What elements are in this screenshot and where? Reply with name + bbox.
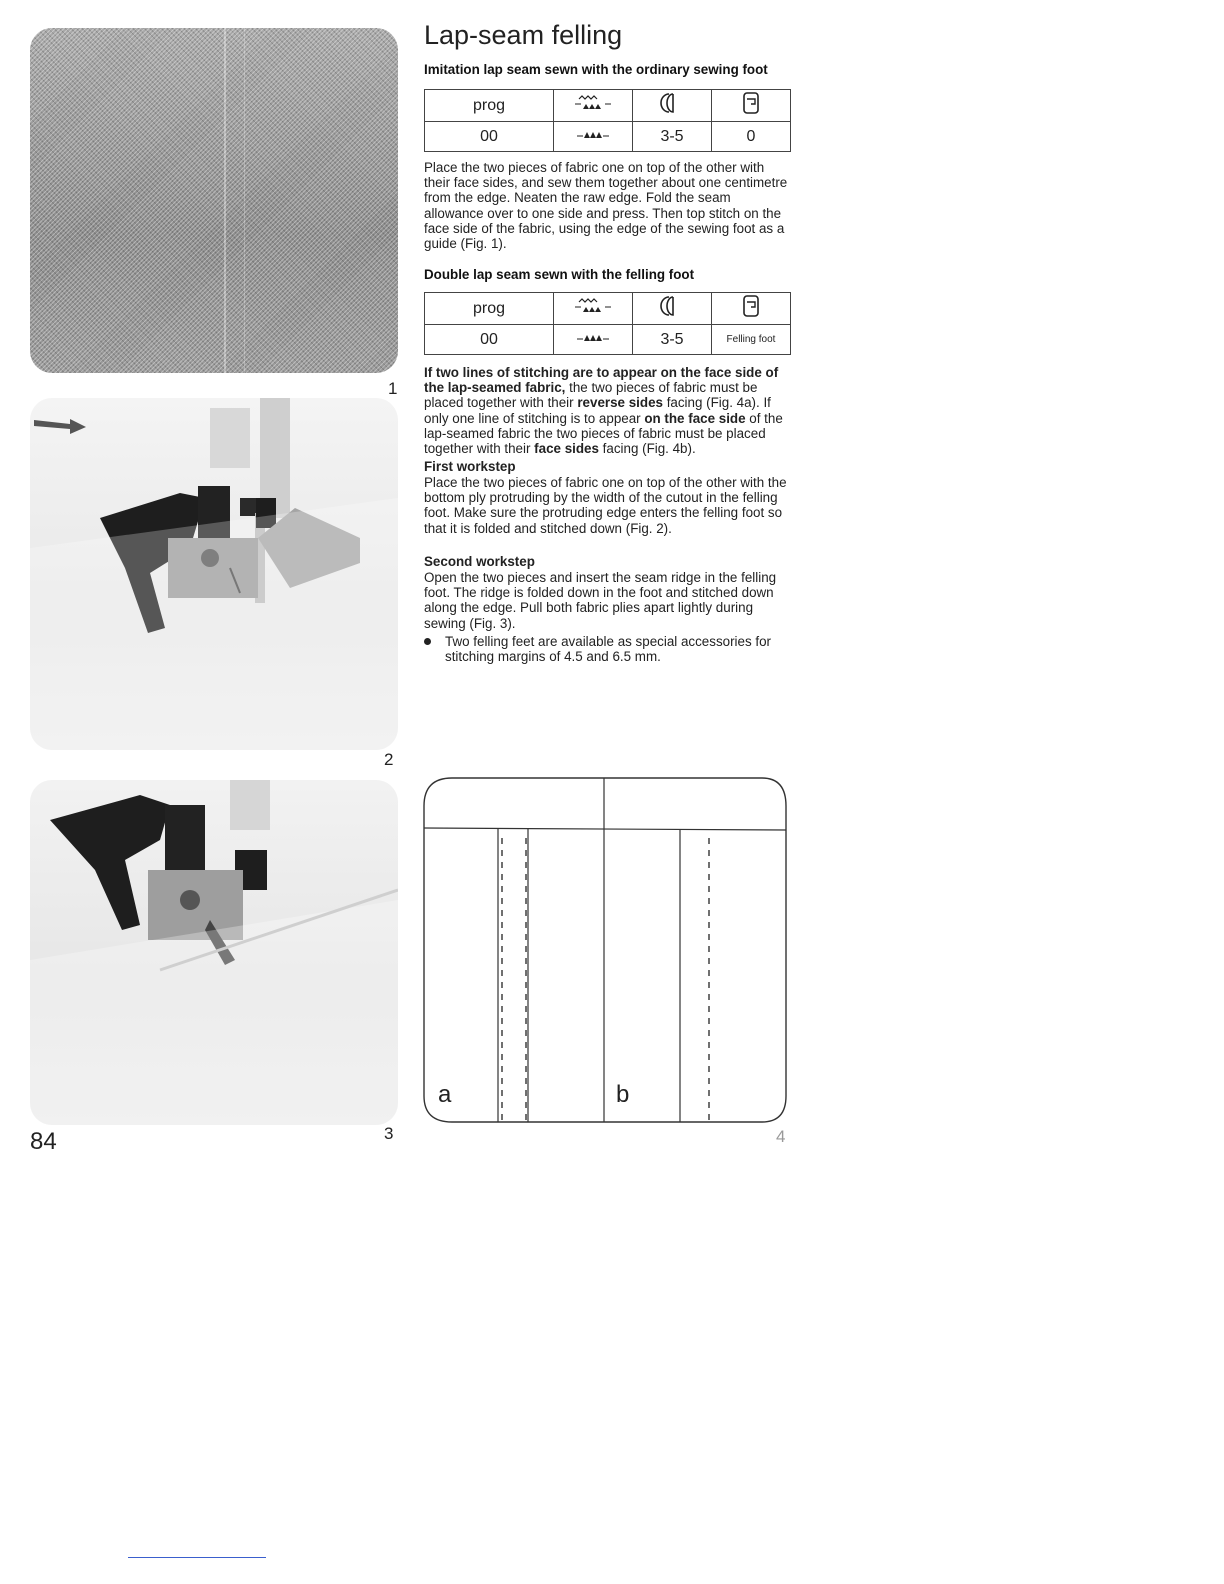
presser-foot-icon xyxy=(712,90,791,122)
body-text: of the lap-seamed fabric the two pieces of fabric must be placed together with their xyxy=(424,410,783,457)
figure-4a-label: a xyxy=(438,1081,452,1108)
second-workstep-heading: Second workstep xyxy=(424,554,535,569)
stitch-width-icon xyxy=(554,90,633,122)
table-cell: prog xyxy=(425,293,554,325)
stitch-pattern-icon xyxy=(554,325,633,355)
seam-line xyxy=(224,28,226,373)
note xyxy=(424,634,789,664)
felling-foot-illustration xyxy=(30,780,398,1125)
figure-1-number: 1 xyxy=(388,379,398,398)
table-cell: 0 xyxy=(712,122,791,152)
second-workstep-text: Open the two pieces and insert the seam ridge in the felling foot. The ridge is folded down in the foot and stitched down along the edge. Pull both fabric plies apart lightly during sewing (Fig. 3). xyxy=(424,570,777,631)
stitch-length-icon xyxy=(633,90,712,122)
note-text: Two felling feet are available as special accessories for stitching margins of 4.5 and 6.5 mm. xyxy=(445,634,772,665)
settings-table-2 xyxy=(424,292,791,355)
table-row xyxy=(425,325,791,355)
table-cell: Felling foot xyxy=(712,325,791,355)
presser-foot-icon xyxy=(712,293,791,325)
page-number: 84 xyxy=(30,1128,57,1155)
figure-4b-label: b xyxy=(616,1081,630,1108)
table-cell: 3-5 xyxy=(633,122,712,152)
figure-3-number: 3 xyxy=(384,1124,394,1143)
section-2-intro xyxy=(424,365,789,456)
felling-foot-illustration xyxy=(30,398,398,750)
bold-text: reverse sides xyxy=(577,395,663,411)
section-heading-imitation-lap-seam: Imitation lap seam sewn with the ordinary sewing foot xyxy=(424,62,768,77)
body-text: facing (Fig. 4a). If only one line of stitching is to appear xyxy=(424,395,771,426)
figure-2-felling-foot-photo xyxy=(30,398,398,750)
settings-table-1 xyxy=(424,89,791,152)
page-title: Lap-seam felling xyxy=(424,20,623,50)
section-heading-double-lap-seam: Double lap seam sewn with the felling foot xyxy=(424,267,695,282)
stitch-pattern-icon xyxy=(554,122,633,152)
arrow-icon xyxy=(32,414,88,436)
first-workstep-text: Place the two pieces of fabric one on top of the other with the bottom ply protruding by the width of the cutout in the felling foot. Make sure the protruding edge enters the felling foot so that it is folded and stitched down (Fig. 2). xyxy=(424,475,787,536)
stitch-width-icon xyxy=(554,293,633,325)
bullet-icon xyxy=(424,638,431,645)
body-text: facing (Fig. 4b). xyxy=(598,441,696,457)
table-cell: prog xyxy=(425,90,554,122)
table-cell: 3-5 xyxy=(633,325,712,355)
table-cell: 00 xyxy=(425,325,554,355)
body-text: the two pieces of fabric must be placed together with their xyxy=(424,380,758,411)
figure-3-felling-foot-photo xyxy=(30,780,398,1125)
section-1-paragraph: Place the two pieces of fabric one on top of the other with their face sides, and sew them together about one centimetre from the edge. Neaten the raw edge. Fold the seam allowance over to one side and press. Then top stitch on the face side of the fabric, using the edge of the sewing foot as a guide (Fig. 1). xyxy=(424,160,788,252)
figure-4-lap-seam-diagram xyxy=(422,776,788,1126)
bold-text: If two lines of stitching are to appear on the face side of the lap-seamed fabric, xyxy=(424,365,779,396)
table-row xyxy=(425,122,791,152)
bold-text: face sides xyxy=(534,441,599,457)
table-row xyxy=(425,293,791,325)
bold-text: on the face side xyxy=(644,410,746,426)
stitch-length-icon xyxy=(633,293,712,325)
divider xyxy=(128,1557,266,1558)
figure-1-fabric-photo xyxy=(30,28,398,373)
figure-2-number: 2 xyxy=(384,750,394,769)
topstitch-line xyxy=(244,28,245,373)
table-cell: 00 xyxy=(425,122,554,152)
first-workstep-heading: First workstep xyxy=(424,459,516,474)
figure-4-number: 4 xyxy=(776,1127,786,1146)
table-row xyxy=(425,90,791,122)
